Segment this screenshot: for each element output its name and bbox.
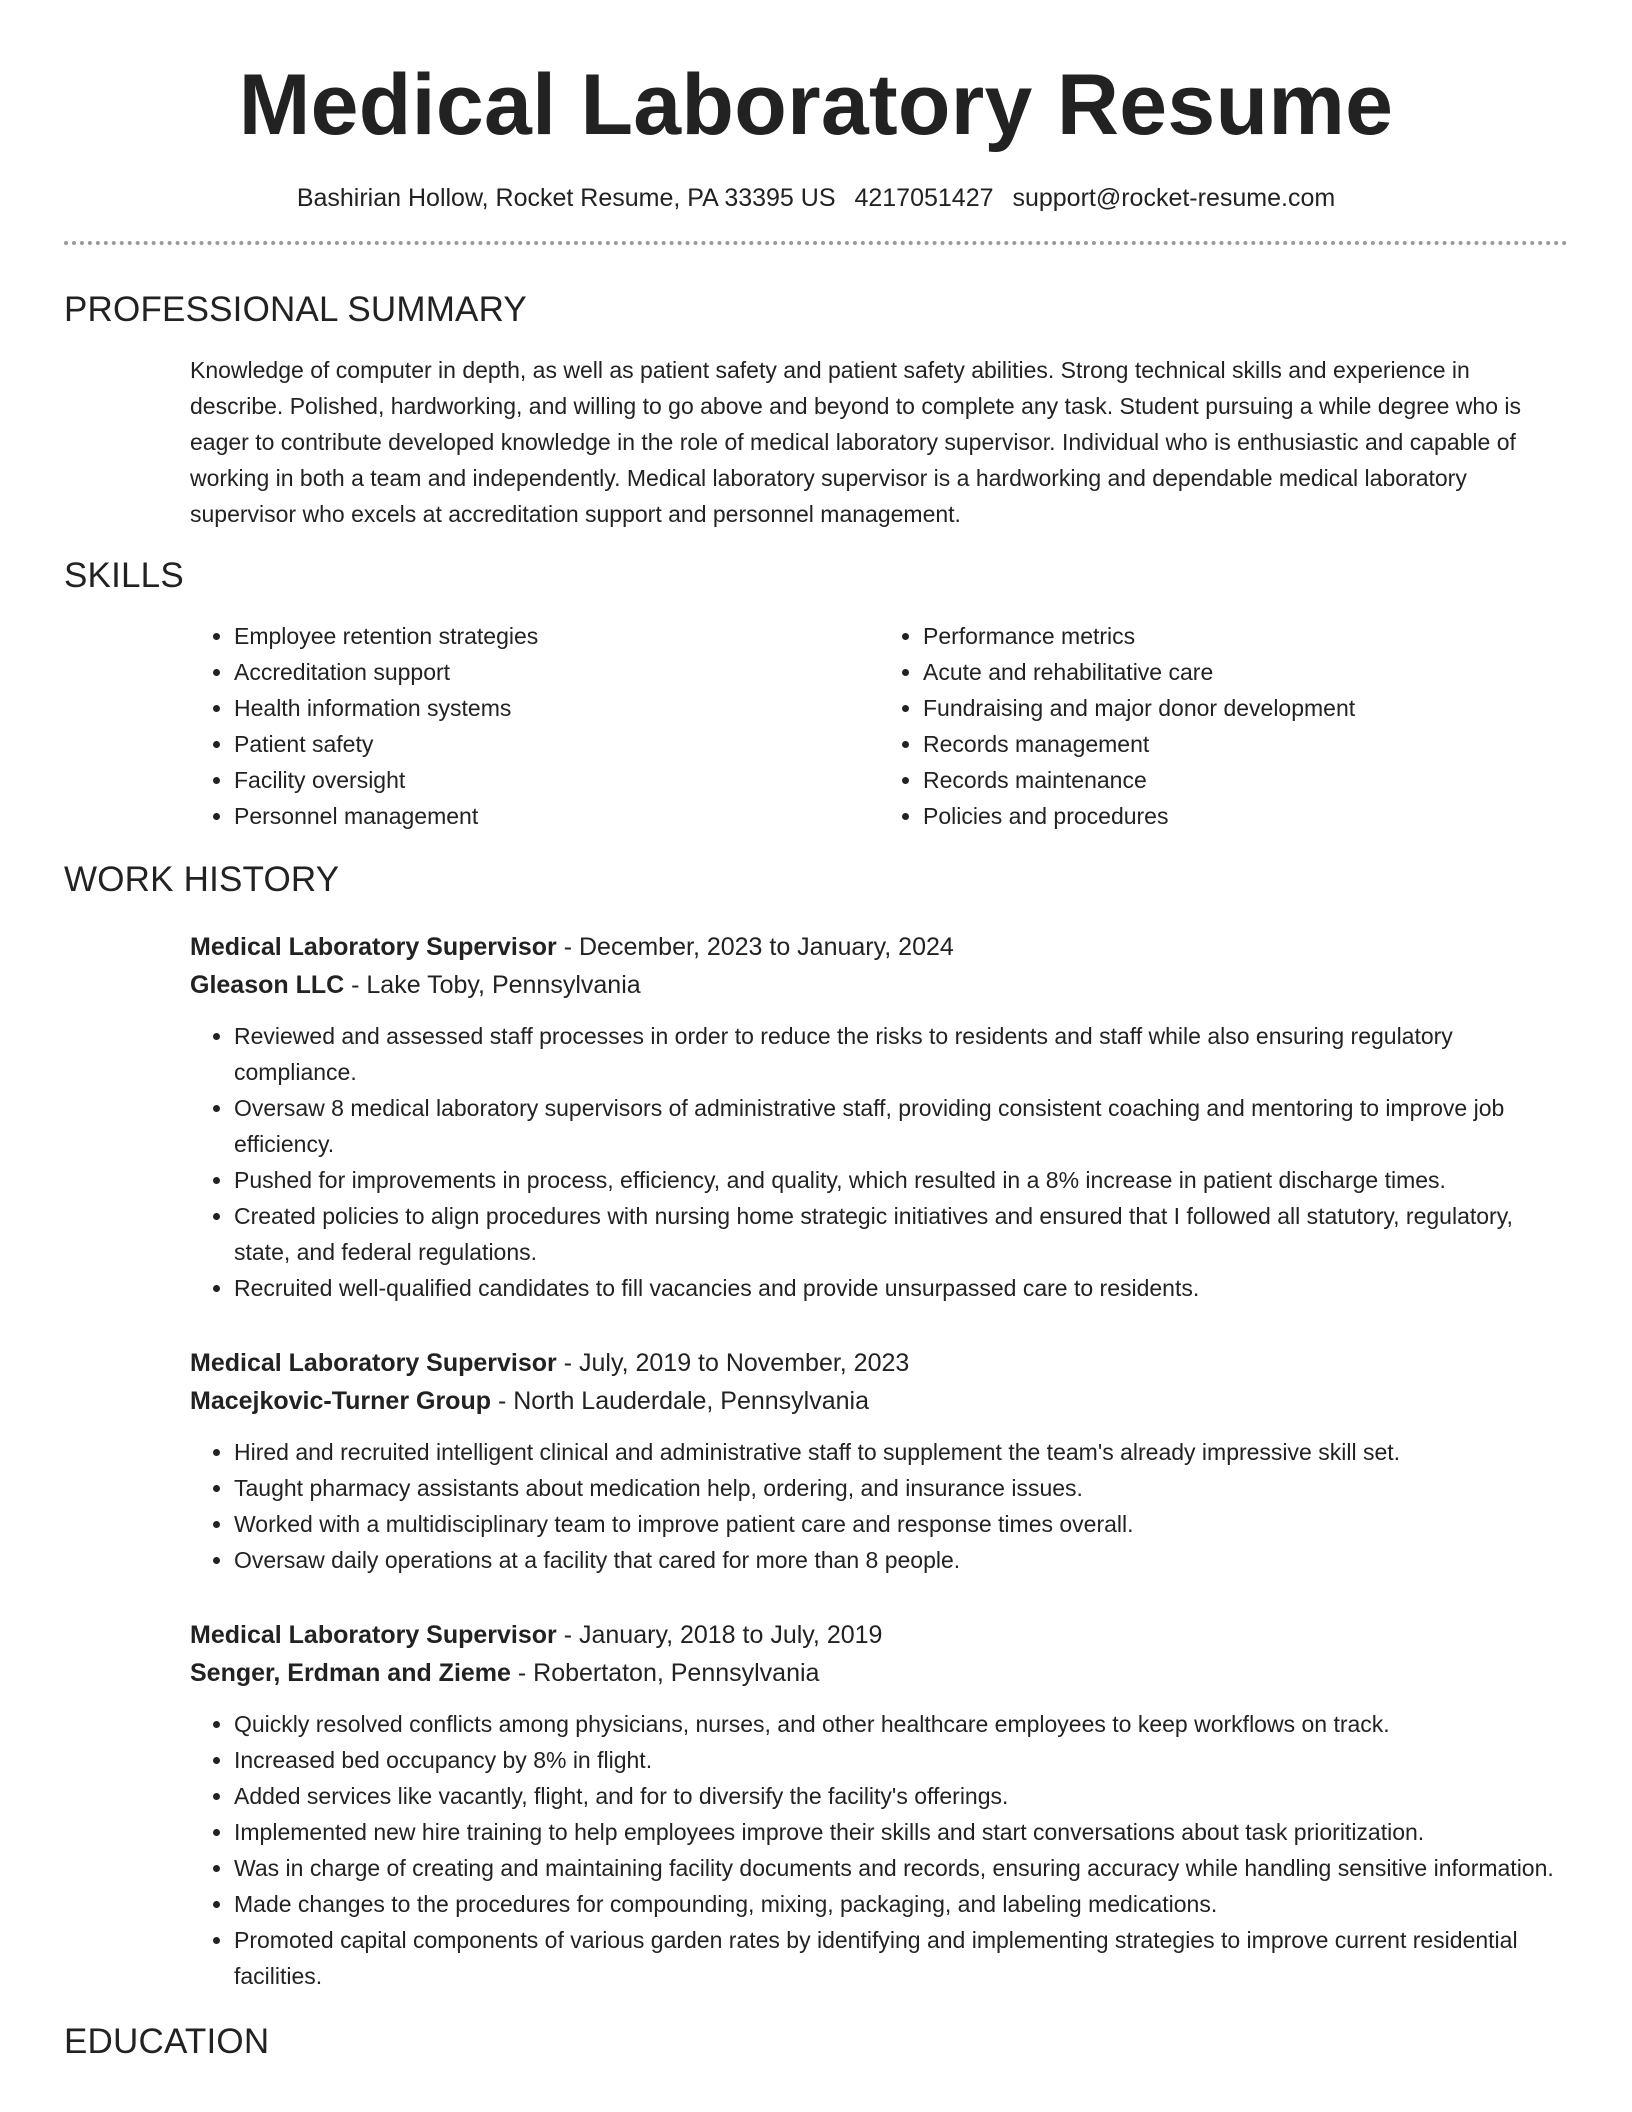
skill-item: • Patient safety — [234, 726, 879, 762]
job-company-line — [190, 966, 1568, 1004]
skill-item: • Facility oversight — [234, 762, 879, 798]
section-heading-skills: SKILLS — [64, 556, 184, 595]
contact-email: support@rocket-resume.com — [1012, 184, 1336, 212]
job-dates: - December, 2023 to January, 2024 — [556, 933, 954, 961]
job-bullet: • Was in charge of creating and maintaining facility documents and records, ensuring accuracy while handling sensitive information. — [234, 1850, 1568, 1886]
job-bullet: • Pushed for improvements in process, efficiency, and quality, which resulted in a 8% increase in patient discharge times. — [234, 1162, 1568, 1198]
job-bullets — [190, 1018, 1568, 1306]
job-bullet: • Reviewed and assessed staff processes in order to reduce the risks to residents and staff while also ensuring regulatory compliance. — [234, 1018, 1568, 1090]
skill-item: • Records management — [923, 726, 1568, 762]
job-entry — [190, 928, 1568, 1306]
skill-item: • Personnel management — [234, 798, 879, 834]
skill-item: • Acute and rehabilitative care — [923, 654, 1568, 690]
job-location: - Lake Toby, Pennsylvania — [344, 971, 641, 999]
job-company: Macejkovic-Turner Group — [190, 1387, 491, 1415]
job-bullet: • Worked with a multidisciplinary team to improve patient care and response times overall. — [234, 1506, 1568, 1542]
job-bullet: • Added services like vacantly, flight, and for to diversify the facility's offerings. — [234, 1778, 1568, 1814]
job-bullet: • Taught pharmacy assistants about medication help, ordering, and insurance issues. — [234, 1470, 1568, 1506]
skills-column-right — [879, 618, 1568, 834]
job-bullet: • Created policies to align procedures with nursing home strategic initiatives and ensured that I followed all statutory, regulatory, state, and federal regulations. — [234, 1198, 1568, 1270]
job-title: Medical Laboratory Supervisor — [190, 1349, 557, 1377]
job-bullet: • Increased bed occupancy by 8% in flight. — [234, 1742, 1568, 1778]
skill-item: • Employee retention strategies — [234, 618, 879, 654]
skill-item: • Health information systems — [234, 690, 879, 726]
job-company: Gleason LLC — [190, 971, 345, 999]
job-dates: - July, 2019 to November, 2023 — [556, 1349, 910, 1377]
job-bullet: • Promoted capital components of various garden rates by identifying and implementing strategies to improve current residential facilities. — [234, 1922, 1568, 1994]
summary-text: Knowledge of computer in depth, as well as patient safety and patient safety abilities. Strong technical skills and experience in describe. Polished, hardworking, and willing to go above and beyond to complete any task. Student pursuing a while degree who is eager to contribute developed knowledge in the role of medical laboratory supervisor. Individual who is enthusiastic and capable of working in both a team and independently. Medical laboratory supervisor is a hardworking and dependable medical laboratory supervisor who excels at accreditation support and personnel management. — [190, 357, 1521, 527]
section-heading-summary: PROFESSIONAL SUMMARY — [64, 290, 527, 329]
skill-item: • Policies and procedures — [923, 798, 1568, 834]
job-bullets — [190, 1706, 1568, 1994]
job-bullet: • Recruited well-qualified candidates to fill vacancies and provide unsurpassed care to residents. — [234, 1270, 1568, 1306]
contact-address: Bashirian Hollow, Rocket Resume, PA 33395 US — [296, 184, 836, 212]
skills-column-left — [190, 618, 879, 834]
job-bullet: • Implemented new hire training to help employees improve their skills and start conversations about task prioritization. — [234, 1814, 1568, 1850]
job-bullet: • Quickly resolved conflicts among physicians, nurses, and other healthcare employees to keep workflows on track. — [234, 1706, 1568, 1742]
job-entry — [190, 1344, 1568, 1578]
job-location: - Robertaton, Pennsylvania — [510, 1659, 820, 1687]
job-company: Senger, Erdman and Zieme — [190, 1659, 511, 1687]
job-title-line — [190, 1616, 1568, 1654]
job-bullets — [190, 1434, 1568, 1578]
skills-list — [190, 618, 1568, 834]
skill-item: • Records maintenance — [923, 762, 1568, 798]
section-heading-education: EDUCATION — [64, 2022, 270, 2061]
job-location: - North Lauderdale, Pennsylvania — [491, 1387, 870, 1415]
job-company-line — [190, 1654, 1568, 1692]
contact-phone: 4217051427 — [854, 184, 994, 212]
skill-item: • Fundraising and major donor development — [923, 690, 1568, 726]
page-title: Medical Laboratory Resume — [238, 57, 1394, 153]
job-bullet: • Oversaw daily operations at a facility that cared for more than 8 people. — [234, 1542, 1568, 1578]
skill-item: • Accreditation support — [234, 654, 879, 690]
job-title: Medical Laboratory Supervisor — [190, 1621, 557, 1649]
job-dates: - January, 2018 to July, 2019 — [556, 1621, 883, 1649]
job-bullet: • Hired and recruited intelligent clinical and administrative staff to supplement the team's already impressive skill set. — [234, 1434, 1568, 1470]
skill-item: • Performance metrics — [923, 618, 1568, 654]
job-title-line — [190, 1344, 1568, 1382]
job-bullet: • Oversaw 8 medical laboratory supervisors of administrative staff, providing consistent coaching and mentoring to improve job efficiency. — [234, 1090, 1568, 1162]
job-bullet: • Made changes to the procedures for compounding, mixing, packaging, and labeling medications. — [234, 1886, 1568, 1922]
job-title-line — [190, 928, 1568, 966]
job-title: Medical Laboratory Supervisor — [190, 933, 557, 961]
job-company-line — [190, 1382, 1568, 1420]
contact-line — [64, 183, 1568, 213]
section-heading-work: WORK HISTORY — [64, 860, 340, 899]
header-divider — [64, 241, 1568, 245]
job-entry — [190, 1616, 1568, 1994]
resume-page — [64, 0, 1568, 2062]
